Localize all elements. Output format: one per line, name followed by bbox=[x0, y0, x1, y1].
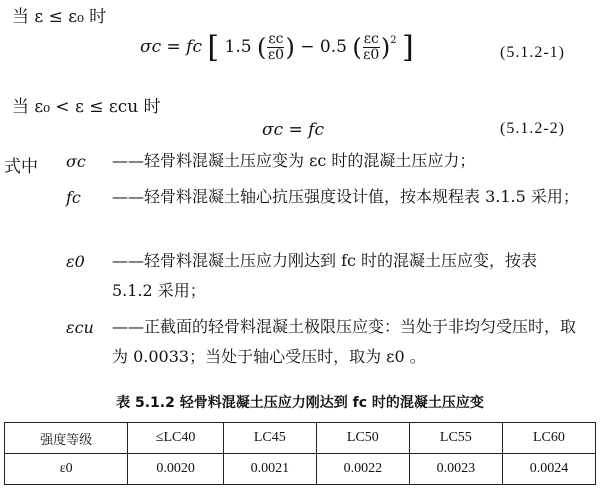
row-label-cell: ε0 bbox=[5, 454, 128, 485]
table-header-row bbox=[5, 423, 596, 454]
equation-2: σc = fc bbox=[262, 120, 324, 140]
strain-table bbox=[4, 422, 596, 485]
table-row bbox=[5, 454, 596, 485]
def-1-symbol: σc bbox=[66, 152, 86, 171]
value-cell: 0.0022 bbox=[316, 454, 409, 485]
def-2-symbol: fc bbox=[66, 188, 81, 207]
eq1-coef1: 1.5 bbox=[224, 37, 252, 57]
fraction-1-denominator: ε0 bbox=[267, 47, 284, 63]
def-1-text: ——轻骨料混凝土压应变为 εc 时的混凝土压应力； bbox=[112, 151, 476, 170]
header-cell: ≤LC40 bbox=[128, 423, 223, 454]
paren-open: ( bbox=[256, 33, 267, 62]
header-cell: LC50 bbox=[316, 423, 409, 454]
def-2-text: ——轻骨料混凝土轴心抗压强度设计值，按本规程表 3.1.5 采用； bbox=[112, 187, 579, 206]
where-label: 式中 bbox=[4, 157, 38, 177]
bracket-close: ] bbox=[401, 30, 414, 65]
equation-1 bbox=[140, 30, 414, 65]
paren-open-2: ( bbox=[352, 33, 362, 62]
condition-2: 当 ε₀ < ε ≤ εcu 时 bbox=[12, 97, 161, 117]
value-cell: 0.0020 bbox=[128, 454, 223, 485]
def-4-text: ——正截面的轻骨料混凝土极限压应变：当处于非均匀受压时，取为 0.0033；当处于轴心受压时，取为 ε0 。 bbox=[112, 317, 577, 366]
def-4-symbol: εcu bbox=[66, 318, 94, 337]
def-3-text: ——轻骨料混凝土压应力刚达到 fc 时的混凝土压应变，按表 5.1.2 采用； bbox=[112, 251, 538, 300]
condition-1: 当 ε ≤ ε₀ 时 bbox=[12, 7, 107, 27]
eq1-coef2: 0.5 bbox=[319, 37, 347, 57]
paren-close-2: ) bbox=[380, 33, 391, 62]
fraction-2-denominator: ε0 bbox=[363, 47, 380, 63]
paren-close: ) bbox=[285, 33, 295, 62]
fraction-1 bbox=[267, 32, 284, 63]
eq1-minus: − bbox=[300, 37, 315, 57]
table-caption: 表 5.1.2 轻骨料混凝土压应力刚达到 fc 时的混凝土压应变 bbox=[116, 395, 484, 411]
fraction-2-numerator: εc bbox=[363, 31, 379, 47]
def-3-symbol: ε0 bbox=[66, 252, 85, 271]
value-cell: 0.0023 bbox=[409, 454, 502, 485]
equation-1-number: (5.1.2-1) bbox=[500, 44, 565, 61]
header-cell: LC55 bbox=[409, 423, 502, 454]
bracket-open: [ bbox=[207, 30, 220, 65]
header-cell: 强度等级 bbox=[5, 423, 128, 454]
eq1-lhs: σc = fc bbox=[140, 37, 202, 57]
header-cell: LC45 bbox=[223, 423, 316, 454]
value-cell: 0.0024 bbox=[502, 454, 595, 485]
fraction-2 bbox=[363, 32, 380, 63]
eq1-power: 2 bbox=[390, 35, 397, 46]
value-cell: 0.0021 bbox=[223, 454, 316, 485]
equation-2-number: (5.1.2-2) bbox=[500, 120, 565, 137]
header-cell: LC60 bbox=[502, 423, 595, 454]
fraction-1-numerator: εc bbox=[268, 31, 284, 47]
